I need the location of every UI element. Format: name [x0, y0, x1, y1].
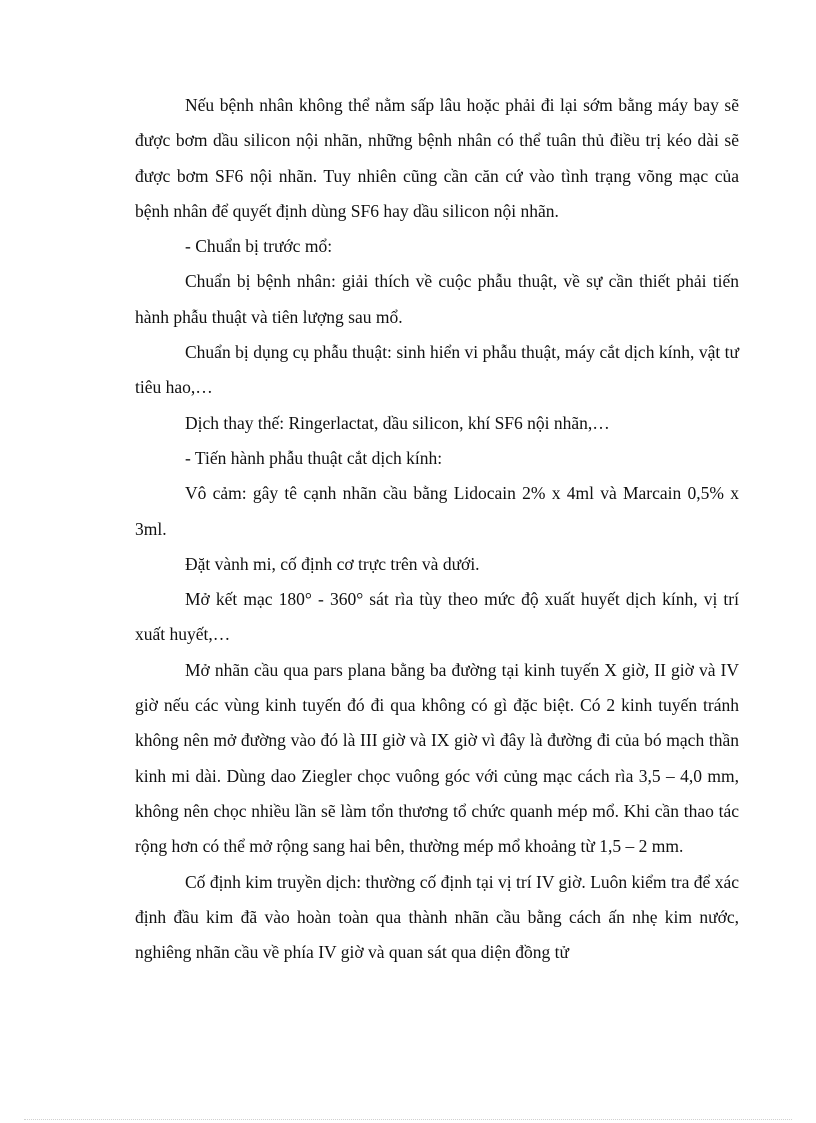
paragraph-conjunctiva-opening: Mở kết mạc 180° - 360° sát rìa tùy theo mức độ xuất huyết dịch kính, vị trí xuất huyết,…: [135, 589, 739, 645]
paragraph-instrument-preparation: Chuẩn bị dụng cụ phẫu thuật: sinh hiển vi phẫu thuật, máy cắt dịch kính, vật tư tiêu hao,…: [135, 342, 739, 398]
paragraph-infusion-cannula: Cố định kim truyền dịch: thường cố định tại vị trí IV giờ. Luôn kiểm tra để xác định đầu kim đã vào hoàn toàn qua thành nhãn cầu bằng cách ấn nhẹ kim nước, nghiêng nhãn cầu về phía IV giờ và quan sát qua diện đồng tử: [135, 871, 739, 963]
paragraph-replacement-fluids: Dịch thay thế: Ringerlactat, dầu silicon, khí SF6 nội nhãn,…: [185, 412, 610, 433]
paragraph-oil-vs-sf6: Nếu bệnh nhân không thể nằm sấp lâu hoặc phải đi lại sớm bằng máy bay sẽ được bơm dầu silicon nội nhãn, những bệnh nhân có thể tuân thủ điều trị kéo dài sẽ được bơm SF6 nội nhãn. Tuy nhiên cũng cần căn cứ vào tình trạng võng mạc của bệnh nhân để quyết định dùng SF6 hay dầu silicon nội nhãn.: [135, 95, 739, 221]
paragraph-pars-plana-entry: Mở nhãn cầu qua pars plana bằng ba đường tại kinh tuyến X giờ, II giờ và IV giờ nếu các vùng kinh tuyến đó đi qua không có gì đặc biệt. Có 2 kinh tuyến tránh không nên mở đường vào đó là III giờ và IX giờ vì đây là đường đi của bó mạch thần kinh mi dài. Dùng dao Ziegler chọc vuông góc với củng mạc cách rìa 3,5 – 4,0 mm, không nên chọc nhiều lần sẽ làm tổn thương tổ chức quanh mép mổ. Khi cần thao tác rộng hơn có thể mở rộng sang hai bên, thường mép mổ khoảng từ 1,5 – 2 mm.: [135, 659, 739, 857]
paragraph-speculum: Đặt vành mi, cố định cơ trực trên và dưới.: [185, 553, 480, 574]
paragraph-anesthesia: Vô cảm: gây tê cạnh nhãn cầu bằng Lidocain 2% x 4ml và Marcain 0,5% x 3ml.: [135, 483, 739, 539]
heading-vitrectomy-procedure: - Tiến hành phẫu thuật cắt dịch kính:: [185, 447, 443, 468]
paragraph-patient-preparation: Chuẩn bị bệnh nhân: giải thích về cuộc phẫu thuật, về sự cần thiết phải tiến hành phẫu thuật và tiên lượng sau mổ.: [135, 271, 739, 327]
document-body: [135, 88, 739, 970]
page-bottom-rule: [24, 1119, 792, 1120]
heading-preop-preparation: - Chuẩn bị trước mổ:: [185, 236, 333, 257]
